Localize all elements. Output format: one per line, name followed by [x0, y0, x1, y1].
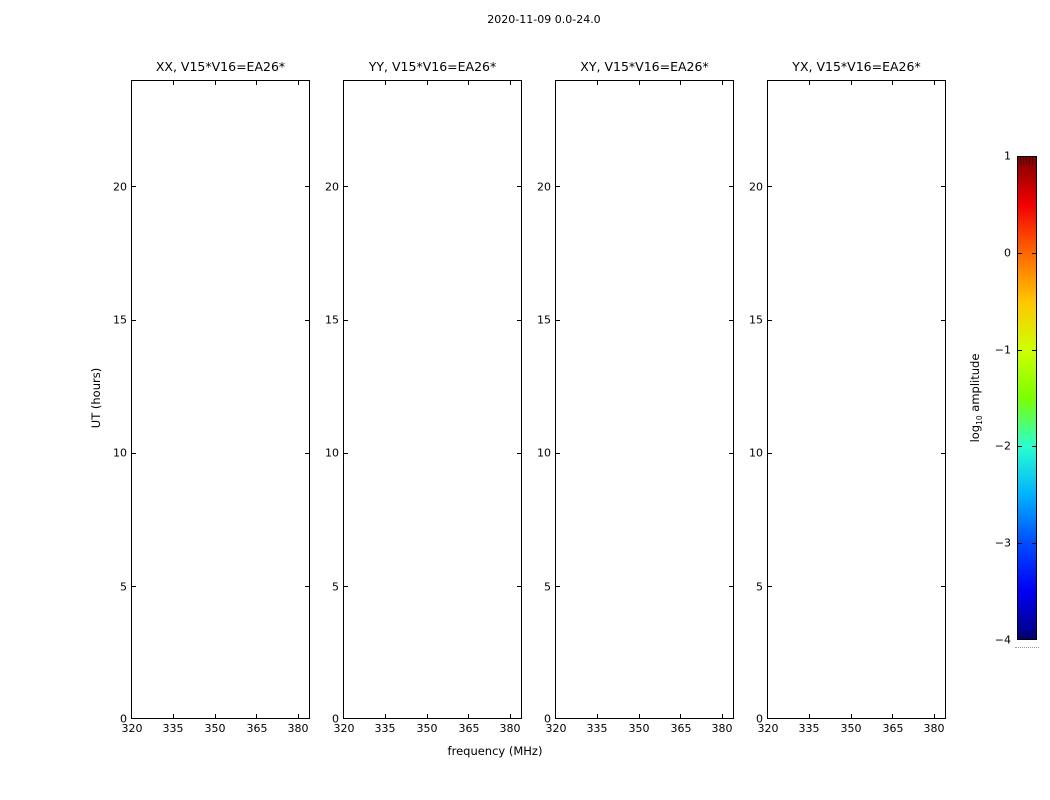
colorbar-ticks	[1018, 157, 1036, 639]
x-tick-label: 350	[416, 722, 438, 735]
colorbar	[1017, 156, 1037, 640]
x-tick-label: 365	[458, 722, 480, 735]
y-tick-label: 5	[120, 580, 127, 594]
colorbar-tick-label: −1	[994, 343, 1011, 357]
x-tick-label: 365	[246, 722, 268, 735]
figure-title: 2020-11-09 0.0-24.0	[487, 13, 601, 26]
x-tick-label: 335	[374, 722, 396, 735]
y-tick-label: 10	[325, 446, 339, 460]
colorbar-tick-label: −4	[994, 633, 1011, 647]
x-tick-label: 380	[287, 722, 309, 735]
y-tick-label: 20	[537, 180, 551, 194]
subplot-xx	[113, 59, 310, 735]
heatmap-area-yx	[768, 81, 945, 718]
y-tick-label: 5	[544, 580, 551, 594]
x-tick-label: 335	[586, 722, 608, 735]
colorbar-label-suffix: amplitude	[967, 353, 982, 416]
y-tick-label: 10	[113, 446, 127, 460]
y-tick-label: 5	[756, 580, 763, 594]
y-tick-label: 20	[113, 180, 127, 194]
y-axis-label: UT (hours)	[89, 367, 103, 429]
y-tick-label: 20	[325, 180, 339, 194]
x-tick-label: 320	[333, 722, 355, 735]
y-tick-label: 0	[332, 712, 339, 726]
colorbar-tick-label: 0	[1004, 246, 1011, 260]
x-tick-label: 350	[204, 722, 226, 735]
y-tick-label: 15	[537, 313, 551, 327]
y-tick-label: 10	[749, 446, 763, 460]
x-tick-label: 320	[545, 722, 567, 735]
subplot-xx-title: XX, V15*V16=EA26*	[155, 59, 286, 74]
y-tick-label: 0	[544, 712, 551, 726]
colorbar-tick-label: −2	[994, 439, 1011, 453]
subplot-xy	[537, 59, 734, 735]
x-tick-label: 335	[162, 722, 184, 735]
x-tick-label: 350	[628, 722, 650, 735]
y-tick-label: 0	[756, 712, 763, 726]
colorbar-axis-label	[968, 354, 984, 443]
x-tick-label: 320	[121, 722, 143, 735]
x-tick-label: 380	[923, 722, 945, 735]
heatmap-area-xy	[556, 81, 733, 718]
y-tick-label: 15	[325, 313, 339, 327]
x-axis-label: frequency (MHz)	[447, 744, 543, 758]
x-tick-label: 335	[798, 722, 820, 735]
heatmap-area-xx	[132, 81, 309, 718]
y-tick-label: 5	[332, 580, 339, 594]
y-tick-label: 15	[113, 313, 127, 327]
x-tick-label: 350	[840, 722, 862, 735]
x-tick-label: 380	[711, 722, 733, 735]
colorbar-label-subscript: 10	[975, 415, 985, 425]
subplot-yx-title: YX, V15*V16=EA26*	[792, 59, 921, 74]
subplot-xy-title: XY, V15*V16=EA26*	[580, 59, 709, 74]
x-tick-label: 320	[757, 722, 779, 735]
colorbar-tick-label: 1	[1004, 149, 1011, 163]
colorbar-underline-dots	[1015, 647, 1039, 648]
x-tick-label: 380	[499, 722, 521, 735]
y-tick-label: 20	[749, 180, 763, 194]
subplot-yy	[325, 59, 522, 735]
colorbar-label-prefix: log	[967, 424, 982, 443]
subplot-yy-title: YY, V15*V16=EA26*	[368, 59, 497, 74]
y-tick-label: 15	[749, 313, 763, 327]
colorbar-tick-label: −3	[994, 536, 1011, 550]
y-tick-label: 0	[120, 712, 127, 726]
subplot-yx	[749, 59, 946, 735]
y-tick-label: 10	[537, 446, 551, 460]
heatmap-area-yy	[344, 81, 521, 718]
x-tick-label: 365	[882, 722, 904, 735]
x-tick-label: 365	[670, 722, 692, 735]
